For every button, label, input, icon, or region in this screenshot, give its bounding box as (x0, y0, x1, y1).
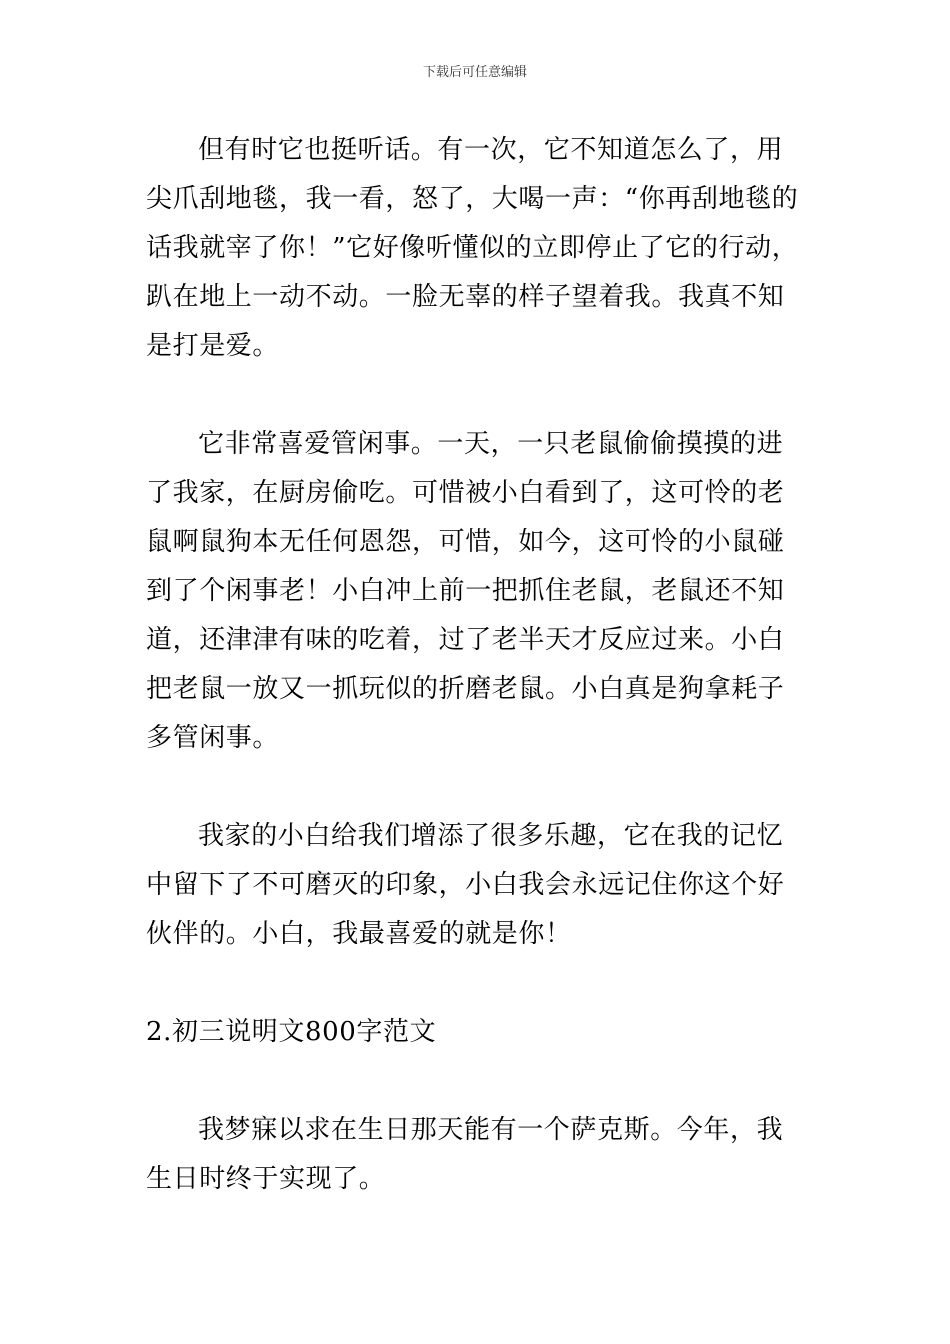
page-header: 下载后可任意编辑 (422, 65, 527, 80)
document-body (146, 126, 806, 1204)
paragraph-meddling: 它非常喜爱管闲事。一天，一只老鼠偷偷摸摸的进了我家，在厨房偷吃。可惜被小白看到了，这可怜的老鼠啊鼠狗本无任何恩怨，可惜，如今，这可怜的小鼠碰到了个闲事老！小白冲上前一把抓住老鼠，老鼠还不知道，还津津有味的吃着，过了老半天才反应过来。小白把老鼠一放又一抓玩似的折磨老鼠。小白真是狗拿耗子多管闲事。 (146, 429, 785, 753)
paragraph-saxophone: 我梦寐以求在生日那天能有一个萨克斯。今年，我生日时终于实现了。 (146, 1115, 784, 1194)
paragraph-fun: 我家的小白给我们增添了很多乐趣，它在我的记忆中留下了不可磨灭的印象，小白我会永远记住你这个好伙伴的。小白，我最喜爱的就是你！ (146, 821, 785, 949)
section-heading: 2.初三说明文800字范文 (146, 1017, 437, 1047)
paragraph-obedient: 但有时它也挺听话。有一次，它不知道怎么了，用尖爪刮地毯，我一看，怒了，大喝一声：“你再刮地毯的话我就宰了你！”它好像听懂似的立即停止了它的行动，趴在地上一动不动。一脸无辜的样子望着我。我真不知是打是爱。 (146, 135, 799, 361)
